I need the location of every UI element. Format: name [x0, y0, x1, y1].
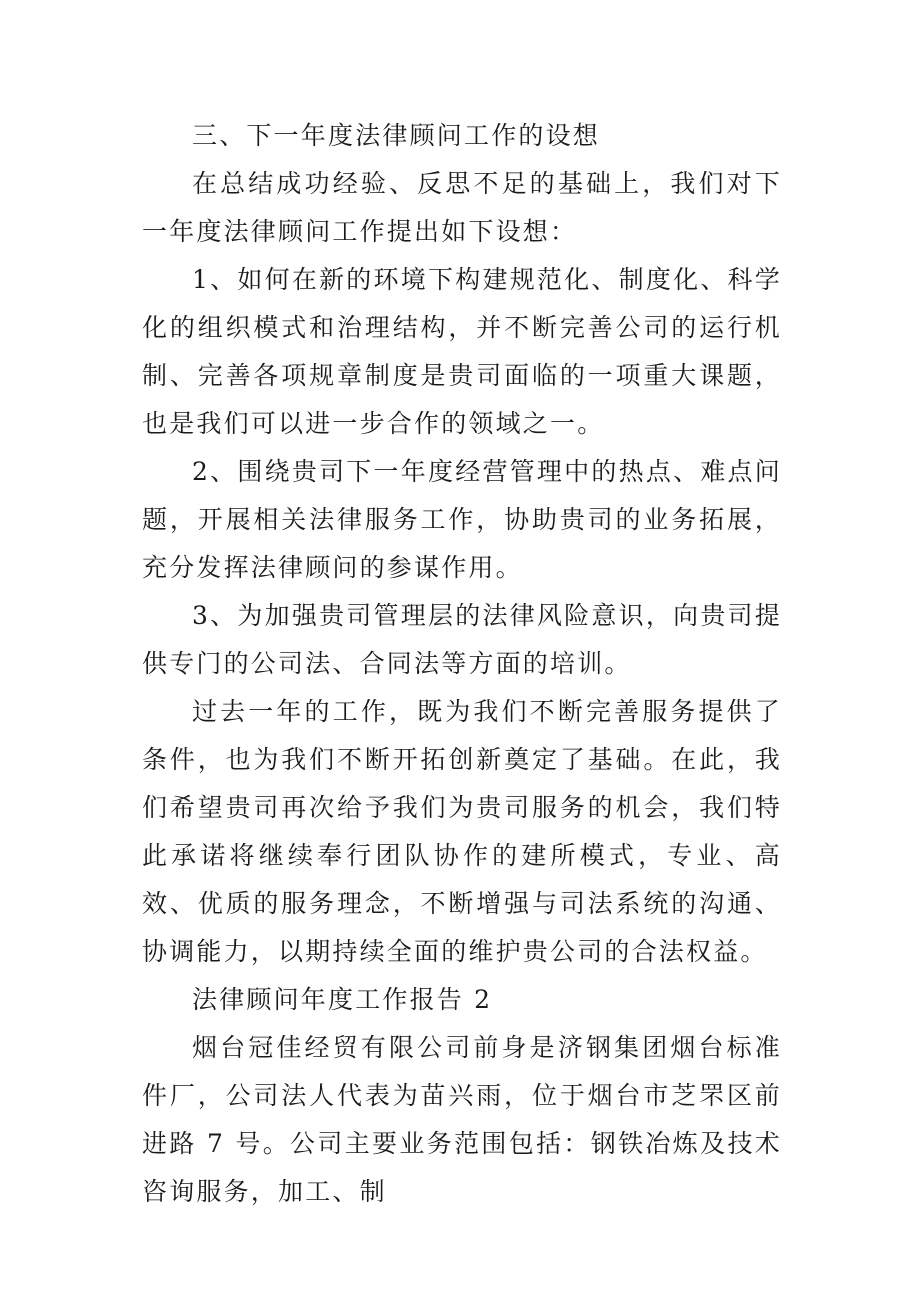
paragraph-conclusion: 过去一年的工作，既为我们不断完善服务提供了条件，也为我们不断开拓创新奠定了基础。在此，我们希望贵司再次给予我们为贵司服务的机会，我们特此承诺将继续奉行团队协作的建所模式，专业、高效、优质的服务理念，不断增强与司法系统的沟通、协调能力，以期持续全面的维护贵公司的合法权益。	[142, 697, 782, 966]
section-heading: 三、下一年度法律顾问工作的设想	[192, 121, 601, 150]
paragraph-item-1: 1、如何在新的环境下构建规范化、制度化、科学化的组织模式和治理结构，并不断完善公司的运行机制、完善各项规章制度是贵司面临的一项重大课题，也是我们可以进一步合作的领域之一。	[142, 265, 782, 438]
paragraph-item-2: 2、围绕贵司下一年度经营管理中的热点、难点问题，开展相关法律服务工作，协助贵司的业务拓展，充分发挥法律顾问的参谋作用。	[142, 457, 782, 582]
paragraph-intro: 在总结成功经验、反思不足的基础上，我们对下一年度法律顾问工作提出如下设想：	[142, 169, 782, 246]
report-title: 法律顾问年度工作报告 2	[192, 985, 493, 1014]
paragraph-company-intro: 烟台冠佳经贸有限公司前身是济钢集团烟台标准件厂，公司法人代表为苗兴雨，位于烟台市芝罘区前进路 7 号。公司主要业务范围包括：钢铁冶炼及技术咨询服务，加工、制	[142, 1033, 782, 1206]
document-body	[142, 112, 782, 1216]
paragraph-item-3: 3、为加强贵司管理层的法律风险意识，向贵司提供专门的公司法、合同法等方面的培训。	[142, 601, 782, 678]
